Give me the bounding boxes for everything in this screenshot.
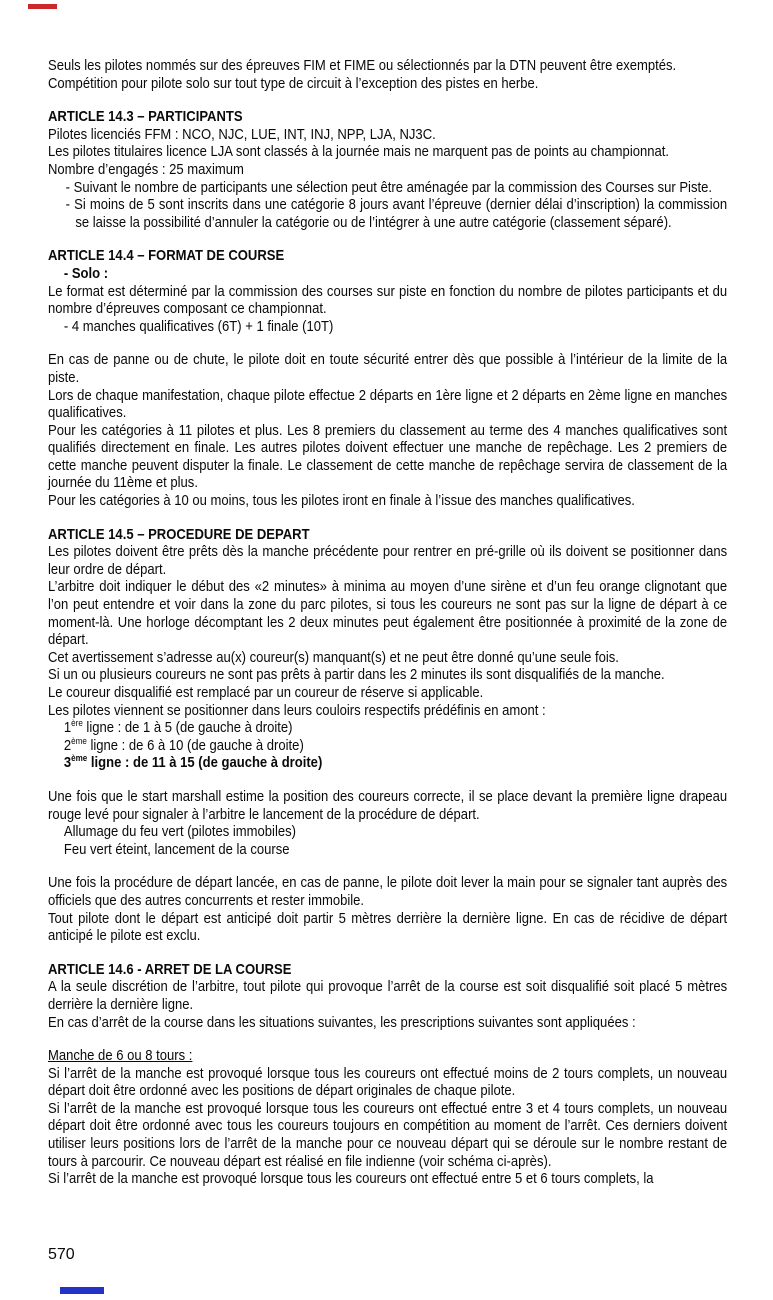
- spacer: [48, 859, 727, 875]
- paragraph: En cas d’arrêt de la course dans les situations suivantes, les prescriptions suivantes sont appliquées :: [48, 1014, 636, 1031]
- paragraph: Le coureur disqualifié est remplacé par un coureur de réserve si applicable.: [48, 685, 484, 701]
- spacer: [48, 773, 727, 789]
- spacer: [48, 511, 727, 527]
- paragraph: Lors de chaque manifestation, chaque pilote effectue 2 départs en 1ère ligne et 2 départs en 2ème ligne en manches qualificatives.: [48, 387, 728, 422]
- paragraph: En cas de panne ou de chute, le pilote doit en toute sécurité entrer dès que possible à l’intérieur de la limite de la piste.: [48, 352, 728, 386]
- indented-line: 1ère ligne : de 1 à 5 (de gauche à droite): [63, 718, 293, 737]
- paragraph: Si l’arrêt de la manche est provoqué lorsque tous les coureurs ont effectué entre 3 et 4 tours complets, un nouveau départ doit être ordonné avec tous les coureurs toujours en compétition au moment de l’arrêt. Ces derniers doivent utiliser leurs positions lors de l’arrêt de la manche pour ce nouveau départ qui se déroule sur le nombre restant de tours à parcourir. Ce nouveau départ est réalisé en file indienne (voir schéma ci-après).: [48, 1100, 728, 1170]
- paragraph: Pilotes licenciés FFM : NCO, NJC, LUE, INT, INJ, NPP, LJA, NJ3C.: [48, 126, 436, 143]
- document-body: [48, 58, 727, 1189]
- article-heading: ARTICLE 14.4 – FORMAT DE COURSE: [48, 248, 285, 265]
- paragraph: Pour les catégories à 11 pilotes et plus. Les 8 premiers du classement au terme des 4 manches qualificatives sont qualifiés directement en finale. Les autres pilotes doivent effectuer une manche de repêchage. Les 2 premiers de cette manche peuvent disputer la finale. Le classement de cette manche de repêchage servira de classement de la journée du 11ème et plus.: [48, 422, 728, 492]
- paragraph: Si l’arrêt de la manche est provoqué lorsque tous les coureurs ont effectué entre 5 et 6 tours complets, la: [48, 1171, 654, 1188]
- paragraph: Les pilotes doivent être prêts dès la manche précédente pour rentrer en pré-grille où ils doivent se positionner dans leur ordre de départ.: [48, 544, 728, 578]
- paragraph: Si l’arrêt de la manche est provoqué lorsque tous les coureurs ont effectué moins de 2 tours complets, un nouveau départ doit être ordonné avec les positions de départ originales de chaque pilote.: [48, 1065, 728, 1100]
- spacer: [48, 336, 727, 352]
- paragraph: Seuls les pilotes nommés sur des épreuves FIM et FIME ou sélectionnés par la DTN peuvent être exemptés.: [48, 58, 677, 74]
- paragraph: Le format est déterminé par la commission des courses sur piste en fonction du nombre de pilotes participants et du nombre d’épreuves composant ce championnat.: [48, 283, 728, 318]
- indented-line: - 4 manches qualificatives (6T) + 1 finale (10T): [63, 318, 334, 335]
- paragraph: Une fois la procédure de départ lancée, en cas de panne, le pilote doit lever la main pour se signaler tant auprès des officiels que des autres concurrents et rester immobile.: [48, 875, 728, 909]
- list-item: - Suivant le nombre de participants une sélection peut être aménagée par la commission des Courses sur Piste.: [65, 179, 713, 196]
- page-break-marker-top: [28, 4, 57, 9]
- paragraph: Si un ou plusieurs coureurs ne sont pas prêts à partir dans les 2 minutes ils sont disqualifiés de la manche.: [48, 667, 665, 684]
- indented-line: 2ème ligne : de 6 à 10 (de gauche à droite): [63, 735, 304, 754]
- paragraph: L’arbitre doit indiquer le début des «2 minutes» à minima au moyen d’une sirène et d’un feu orange clignotant que l’on peut entendre et voir dans la zone du parc pilotes, si tous les coureurs ne sont pas sur la ligne de départ à ce moment-là. Une horloge décomptant les 2 deux minutes peut également être positionnée à proximité de la zone de départ.: [48, 579, 728, 649]
- paragraph: A la seule discrétion de l’arbitre, tout pilote qui provoque l’arrêt de la course est soit disqualifié soit placé 5 mètres derrière la dernière ligne.: [48, 979, 728, 1013]
- paragraph: Cet avertissement s’adresse au(x) coureur(s) manquant(s) et ne peut être donné qu’une seule fois.: [48, 649, 619, 666]
- indented-line: 3ème ligne : de 11 à 15 (de gauche à droite): [63, 753, 323, 772]
- page-number: 570: [48, 1246, 75, 1263]
- paragraph: Les pilotes titulaires licence LJA sont classés à la journée mais ne marquent pas de points au championnat.: [48, 144, 670, 161]
- paragraph: Nombre d’engagés : 25 maximum: [48, 161, 244, 178]
- section-heading: Manche de 6 ou 8 tours :: [48, 1048, 193, 1065]
- indented-line: - Solo :: [63, 265, 109, 282]
- article-heading: ARTICLE 14.5 – PROCEDURE DE DEPART: [48, 526, 310, 543]
- article-heading: ARTICLE 14.3 – PARTICIPANTS: [48, 109, 243, 126]
- indented-line: Allumage du feu vert (pilotes immobiles): [63, 824, 296, 841]
- spacer: [48, 1032, 727, 1048]
- paragraph: Une fois que le start marshall estime la position des coureurs correcte, il se place devant la première ligne drapeau rouge levé pour signaler à l’arbitre le lancement de la procédure de départ.: [48, 788, 728, 823]
- spacer: [48, 232, 727, 248]
- article-heading: ARTICLE 14.6 - ARRET DE LA COURSE: [48, 961, 292, 978]
- indented-line: Feu vert éteint, lancement de la course: [63, 841, 290, 858]
- paragraph: Les pilotes viennent se positionner dans leurs couloirs respectifs prédéfinis en amont :: [48, 702, 546, 719]
- paragraph: Tout pilote dont le départ est anticipé doit partir 5 mètres derrière la dernière ligne. En cas de récidive de départ anticipé le pilote est exclu.: [48, 910, 728, 945]
- paragraph: Compétition pour pilote solo sur tout type de circuit à l’exception des pistes en herbe.: [48, 75, 539, 92]
- list-item: - Si moins de 5 sont inscrits dans une catégorie 8 jours avant l’épreuve (dernier délai d’inscription) la commission se laisse la possibilité d’annuler la catégorie ou de l’intégrer à une autre catégorie (classement séparé).: [65, 197, 728, 231]
- page-break-marker-bottom: [60, 1287, 104, 1294]
- spacer: [48, 93, 727, 109]
- spacer: [48, 946, 727, 962]
- paragraph: Pour les catégories à 10 ou moins, tous les pilotes iront en finale à l’issue des manches qualificatives.: [48, 493, 635, 510]
